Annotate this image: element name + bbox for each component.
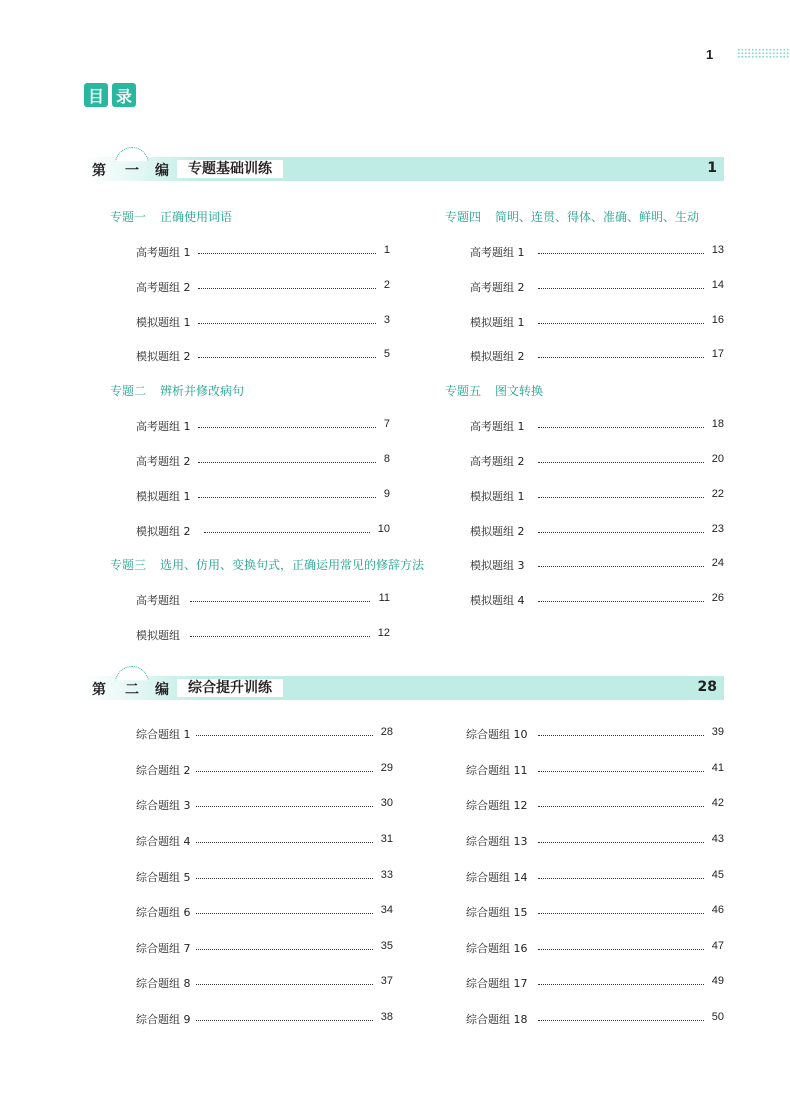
topic-name: 正确使用词语: [160, 210, 233, 224]
entry-label: 模拟题组 4: [470, 594, 525, 607]
topic-label: 专题五: [445, 384, 482, 398]
entry-page: 28: [380, 726, 393, 738]
entry-label: 综合题组 8: [136, 977, 191, 990]
leader-dots: [196, 869, 373, 879]
entry-label: 高考题组 2: [136, 455, 191, 468]
leader-dots: [198, 279, 376, 289]
toc-entry[interactable]: [470, 453, 724, 469]
entry-page: 34: [380, 904, 393, 916]
leader-dots: [190, 592, 370, 602]
topic-heading[interactable]: [110, 382, 244, 399]
leader-dots: [538, 523, 704, 533]
toc-entry[interactable]: [466, 869, 724, 885]
leader-dots: [198, 244, 376, 254]
entry-page: 24: [711, 557, 724, 569]
entry-label: 模拟题组: [136, 629, 180, 642]
entry-label: 综合题组 3: [136, 799, 191, 812]
entry-label: 高考题组 2: [470, 455, 525, 468]
leader-dots: [538, 557, 704, 567]
entry-label: 综合题组 4: [136, 835, 191, 848]
topic-heading[interactable]: [110, 208, 232, 225]
page-number: 1: [706, 47, 714, 62]
toc-entry[interactable]: [136, 975, 393, 991]
leader-dots: [196, 833, 373, 843]
toc-entry[interactable]: [466, 833, 724, 849]
topic-heading[interactable]: [445, 382, 543, 399]
entry-label: 综合题组 16: [466, 942, 528, 955]
toc-entry[interactable]: [466, 1011, 724, 1027]
entry-page: 2: [383, 279, 390, 291]
toc-entry[interactable]: [136, 797, 393, 813]
toc-entry[interactable]: [136, 453, 390, 469]
topic-name: 选用、仿用、变换句式，正确运用常见的修辞方法: [160, 558, 425, 572]
entry-page: 14: [711, 279, 724, 291]
entry-page: 16: [711, 314, 724, 326]
toc-title: [84, 83, 136, 107]
toc-title-char: 录: [112, 83, 136, 107]
topic-heading[interactable]: [445, 208, 699, 225]
leader-dots: [198, 314, 376, 324]
leader-dots: [538, 726, 704, 736]
topic-name: 辨析并修改病句: [160, 384, 245, 398]
entry-label: 模拟题组 3: [470, 559, 525, 572]
leader-dots: [196, 975, 373, 985]
leader-dots: [538, 975, 704, 985]
leader-dots: [196, 940, 373, 950]
topic-label: 专题四: [445, 210, 482, 224]
entry-page: 17: [711, 348, 724, 360]
leader-dots: [198, 453, 376, 463]
entry-label: 综合题组 13: [466, 835, 528, 848]
leader-dots: [538, 797, 704, 807]
toc-entry[interactable]: [136, 1011, 393, 1027]
leader-dots: [538, 1011, 704, 1021]
entry-label: 综合题组 14: [466, 871, 528, 884]
entry-label: 综合题组 5: [136, 871, 191, 884]
toc-entry[interactable]: [136, 418, 390, 434]
entry-label: 综合题组 15: [466, 906, 528, 919]
entry-page: 29: [380, 762, 393, 774]
leader-dots: [538, 904, 704, 914]
toc-entry[interactable]: [136, 762, 393, 778]
section-prefix: 第: [92, 682, 106, 698]
entry-page: 12: [377, 627, 390, 639]
toc-entry[interactable]: [466, 762, 724, 778]
toc-entry[interactable]: [470, 592, 724, 608]
toc-entry[interactable]: [466, 726, 724, 742]
leader-dots: [538, 869, 704, 879]
section-banner[interactable]: [84, 157, 724, 181]
toc-entry[interactable]: [466, 904, 724, 920]
toc-entry[interactable]: [470, 314, 724, 330]
entry-page: 35: [380, 940, 393, 952]
entry-page: 42: [711, 797, 724, 809]
topic-heading[interactable]: [110, 556, 424, 573]
entry-label: 综合题组 11: [466, 764, 528, 777]
leader-dots: [196, 797, 373, 807]
section-page: 1: [707, 160, 717, 176]
toc-entry[interactable]: [136, 940, 393, 956]
leader-dots: [196, 904, 373, 914]
entry-page: 43: [711, 833, 724, 845]
toc-entry[interactable]: [136, 488, 390, 504]
entry-label: 高考题组 1: [470, 246, 525, 259]
section-banner[interactable]: [84, 676, 724, 700]
entry-label: 模拟题组 1: [136, 490, 191, 503]
entry-label: 模拟题组 2: [136, 525, 191, 538]
leader-dots: [198, 488, 376, 498]
toc-entry[interactable]: [136, 314, 390, 330]
topic-label: 专题一: [110, 210, 147, 224]
entry-page: 11: [378, 592, 390, 604]
entry-page: 39: [711, 726, 724, 738]
toc-entry[interactable]: [136, 869, 393, 885]
section-title: 专题基础训练: [177, 160, 283, 178]
entry-page: 38: [380, 1011, 393, 1023]
entry-label: 模拟题组 2: [136, 350, 191, 363]
section-prefix: 第: [92, 163, 106, 179]
entry-page: 22: [711, 488, 724, 500]
topic-name: 图文转换: [495, 384, 544, 398]
leader-dots: [538, 762, 704, 772]
toc-entry[interactable]: [470, 523, 724, 539]
toc-entry[interactable]: [136, 523, 390, 539]
entry-page: 1: [383, 244, 390, 256]
entry-page: 30: [380, 797, 393, 809]
entry-page: 8: [383, 453, 390, 465]
toc-entry[interactable]: [470, 488, 724, 504]
section-page: 28: [697, 679, 717, 695]
toc-entry[interactable]: [470, 557, 724, 573]
entry-page: 41: [711, 762, 724, 774]
leader-dots: [538, 279, 704, 289]
leader-dots: [538, 488, 704, 498]
entry-page: 9: [383, 488, 390, 500]
entry-page: 47: [711, 940, 724, 952]
entry-page: 10: [377, 523, 390, 535]
entry-label: 综合题组 7: [136, 942, 191, 955]
entry-page: 50: [711, 1011, 724, 1023]
entry-label: 模拟题组 1: [136, 316, 191, 329]
entry-label: 综合题组 10: [466, 728, 528, 741]
entry-label: 高考题组 2: [136, 281, 191, 294]
toc-entry[interactable]: [466, 940, 724, 956]
leader-dots: [538, 418, 704, 428]
topic-label: 专题三: [110, 558, 147, 572]
entry-label: 综合题组 17: [466, 977, 528, 990]
entry-label: 模拟题组 2: [470, 525, 525, 538]
entry-page: 33: [380, 869, 393, 881]
entry-page: 23: [711, 523, 724, 535]
leader-dots: [538, 453, 704, 463]
toc-entry[interactable]: [136, 592, 390, 608]
decorative-dot-pattern: [737, 48, 790, 59]
leader-dots: [538, 348, 704, 358]
toc-entry[interactable]: [136, 904, 393, 920]
entry-page: 18: [711, 418, 724, 430]
entry-label: 高考题组: [136, 594, 180, 607]
entry-label: 综合题组 2: [136, 764, 191, 777]
section-title: 综合提升训练: [177, 679, 283, 697]
toc-entry[interactable]: [466, 797, 724, 813]
entry-page: 49: [711, 975, 724, 987]
entry-label: 高考题组 1: [136, 420, 191, 433]
entry-label: 高考题组 1: [136, 246, 191, 259]
toc-entry[interactable]: [470, 279, 724, 295]
toc-entry[interactable]: [136, 279, 390, 295]
entry-page: 45: [711, 869, 724, 881]
leader-dots: [198, 348, 376, 358]
entry-label: 综合题组 18: [466, 1013, 528, 1026]
entry-page: 20: [711, 453, 724, 465]
entry-label: 模拟题组 1: [470, 316, 525, 329]
section-suffix: 编: [155, 682, 169, 698]
toc-entry[interactable]: [470, 244, 724, 260]
entry-page: 5: [383, 348, 390, 360]
leader-dots: [190, 627, 370, 637]
entry-label: 高考题组 2: [470, 281, 525, 294]
section-number: 二: [125, 682, 139, 698]
leader-dots: [196, 1011, 373, 1021]
entry-label: 模拟题组 1: [470, 490, 525, 503]
toc-entry[interactable]: [470, 418, 724, 434]
leader-dots: [538, 592, 704, 602]
leader-dots: [538, 940, 704, 950]
toc-entry[interactable]: [136, 244, 390, 260]
entry-page: 7: [383, 418, 390, 430]
toc-entry[interactable]: [136, 348, 390, 364]
toc-entry[interactable]: [136, 833, 393, 849]
toc-entry[interactable]: [136, 627, 390, 643]
entry-label: 综合题组 12: [466, 799, 528, 812]
leader-dots: [538, 833, 704, 843]
entry-page: 3: [383, 314, 390, 326]
entry-page: 37: [380, 975, 393, 987]
entry-page: 13: [711, 244, 724, 256]
toc-entry[interactable]: [136, 726, 393, 742]
entry-page: 31: [380, 833, 393, 845]
entry-label: 高考题组 1: [470, 420, 525, 433]
entry-page: 46: [711, 904, 724, 916]
entry-page: 26: [711, 592, 724, 604]
entry-label: 综合题组 1: [136, 728, 191, 741]
topic-name: 简明、连贯、得体、准确、鲜明、生动: [495, 210, 700, 224]
entry-label: 模拟题组 2: [470, 350, 525, 363]
entry-label: 综合题组 9: [136, 1013, 191, 1026]
leader-dots: [196, 726, 373, 736]
toc-entry[interactable]: [466, 975, 724, 991]
leader-dots: [196, 762, 373, 772]
section-number: 一: [125, 163, 139, 179]
entry-label: 综合题组 6: [136, 906, 191, 919]
leader-dots: [204, 523, 370, 533]
section-suffix: 编: [155, 163, 169, 179]
toc-entry[interactable]: [470, 348, 724, 364]
toc-title-char: 目: [84, 83, 108, 107]
leader-dots: [538, 314, 704, 324]
topic-label: 专题二: [110, 384, 147, 398]
leader-dots: [538, 244, 704, 254]
leader-dots: [198, 418, 376, 428]
